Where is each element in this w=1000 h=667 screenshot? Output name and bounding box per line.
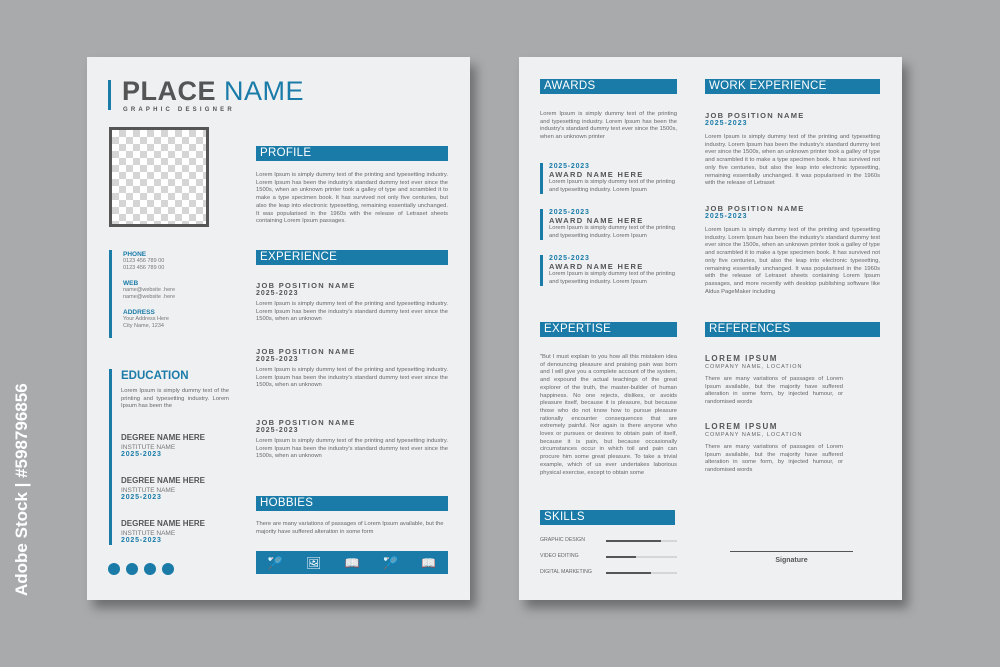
- signature-label: Signature: [775, 557, 808, 564]
- award-text: Lorem Ipsum is simply dummy text of the printing and typesetting industry. Lorem Ipsum: [549, 271, 675, 285]
- institute-name: INSTITUTE NAME: [121, 530, 176, 537]
- award-years: 2025-2023: [549, 163, 590, 170]
- hobbies-header: HOBBIES: [256, 496, 448, 511]
- institute-name: INSTITUTE NAME: [121, 444, 176, 451]
- work-experience-header: WORK EXPERIENCE: [705, 79, 880, 94]
- skill-name: DIGITAL MARKETING: [540, 569, 592, 575]
- award-text: Lorem Ipsum is simply dummy text of the printing and typesetting industry. Lorem Ipsum: [549, 179, 675, 193]
- reference-name: LOREM IPSUM: [705, 422, 778, 431]
- phone-2: 0123 456 789 00: [123, 264, 165, 271]
- decorative-dot: [108, 563, 120, 575]
- award-item: [540, 209, 680, 240]
- job-text: Lorem Ipsum is simply dummy text of the printing and typesetting industry. Lorem Ipsum has been the industry's standard dummy text ever since the 1500s, when an unknown: [256, 438, 448, 460]
- badminton-icon: 🏸: [383, 555, 398, 570]
- experience-header: EXPERIENCE: [256, 250, 448, 265]
- photo-placeholder: [109, 127, 209, 227]
- award-text: Lorem Ipsum is simply dummy text of the printing and typesetting industry. Lorem Ipsum: [549, 225, 675, 239]
- badminton-icon: 🏸: [267, 555, 283, 570]
- references-header: REFERENCES: [705, 322, 880, 337]
- skill-name: GRAPHIC DESIGN: [540, 537, 585, 543]
- awards-text: Lorem Ipsum is simply dummy text of the printing and typesetting industry. Lorem Ipsum has been the industry's standard dummy text ever since the 1500s, when an unknown printer: [540, 111, 677, 141]
- job-years: 2025-2023: [705, 120, 748, 127]
- decorative-dot: [162, 563, 174, 575]
- education-item: [121, 519, 205, 544]
- last-name: NAME: [224, 76, 305, 106]
- reference-company: COMPANY NAME, LOCATION: [705, 432, 803, 438]
- book-icon: 📖: [344, 555, 360, 570]
- reference-text: There are many variations of passages of Lorem Ipsum available, but the majority have suffered alteration in some form, by injected humour, or randomised words: [705, 376, 843, 406]
- book-icon: 📖: [421, 555, 437, 570]
- job-years: 2025-2023: [256, 427, 299, 434]
- job-text: Lorem Ipsum is simply dummy text of the printing and typesetting industry. Lorem Ipsum has been the industry's standard dummy text ever since the 1500s, when an unknown printer took a galley of type and scrambled it to make a type specimen book. It has survived not only five centuries, but also the leap into electronic typesetting, remaining essentially unchanged. It was popularised in the 1960s with the release of Letraset: [705, 134, 880, 187]
- skill-fill: [606, 556, 636, 558]
- skill-name: VIDEO EDITING: [540, 553, 579, 559]
- job-text: Lorem Ipsum is simply dummy text of the printing and typesetting industry. Lorem Ipsum has been the industry's standard dummy text ever since the 1500s, when an unknown: [256, 301, 448, 323]
- award-name: AWARD NAME HERE: [549, 262, 644, 271]
- phone-1: 0123 456 789 00: [123, 258, 165, 264]
- skill-track: [606, 572, 677, 574]
- degree-name: DEGREE NAME HERE: [121, 476, 206, 485]
- skill-row: [540, 553, 680, 561]
- skill-track: [606, 556, 677, 558]
- skill-track: [606, 540, 677, 542]
- hobbies-icon-bar: [256, 551, 448, 574]
- web-label: WEB: [123, 280, 139, 287]
- job-years: 2025-2023: [256, 290, 299, 297]
- job-position: JOB POSITION NAME: [256, 347, 356, 356]
- reference-name: LOREM IPSUM: [705, 354, 778, 363]
- job-text: Lorem Ipsum is simply dummy text of the printing and typesetting industry. Lorem Ipsum has been the industry's standard dummy text ever since the 1500s, when an unknown: [256, 367, 448, 389]
- job-years: 2025-2023: [705, 213, 748, 220]
- job-position: JOB POSITION NAME: [256, 281, 356, 290]
- job-position: JOB POSITION NAME: [705, 111, 805, 120]
- education-years: 2025-2023: [121, 494, 162, 501]
- education-item: [121, 433, 205, 458]
- address-2: City Name, 1234: [123, 322, 164, 329]
- address-label: ADDRESS: [123, 309, 155, 316]
- job-position: JOB POSITION NAME: [256, 418, 356, 427]
- award-name: AWARD NAME HERE: [549, 216, 644, 225]
- expertise-text: "But I must explain to you how all this mistaken idea of denouncing pleasure and praising pain was born and I will give you a complete account of the system, and expound the actual teachings of the great explorer of the truth, the master-builder of human happiness. No one rejects, dislikes, or avoids pleasure itself, because it is pleasure, but because those who do not know how to pursue pleasure rationally encounter consequences that are extremely painful. Nor again is there anyone who loves or pursues or desires to obtain pain of itself, because it is pain, but because occasionally circumstances occur in which toil and pain can procure him some great pleasure. To take a trivial example, which of us ever undertakes laborious physical exercise, except to obtain some: [540, 354, 677, 476]
- reference-item: [705, 422, 843, 475]
- job-role: GRAPHIC DESIGNER: [123, 107, 235, 113]
- hobbies-text: There are many variations of passages of Lorem Ipsum available, but the majority have suffered alteration in some form: [256, 521, 444, 535]
- web-2: name@website .here: [123, 293, 176, 300]
- first-name: PLACE: [122, 76, 217, 106]
- institute-name: INSTITUTE NAME: [121, 487, 176, 494]
- profile-text: Lorem Ipsum is simply dummy text of the printing and typesetting industry. Lorem Ipsum has been the industry's standard dummy text ever since the 1500s, when an unknown printer took a galley of type and scrambled it to make a type specimen book. It has survived not only five centuries, but also the leap into electronic typesetting, remaining essentially unchanged. It was popularised in the 1960s with the release of Letraset sheets containing Lorem Ipsum passages.: [256, 172, 448, 225]
- decorative-dot: [144, 563, 156, 575]
- reference-item: [705, 354, 843, 407]
- education-years: 2025-2023: [121, 537, 162, 544]
- experience-item: [256, 347, 448, 390]
- skill-row: [540, 537, 680, 545]
- skill-fill: [606, 540, 661, 542]
- experience-item: [256, 418, 448, 461]
- award-name: AWARD NAME HERE: [549, 170, 644, 179]
- resume-page-1: [87, 57, 470, 600]
- skill-fill: [606, 572, 651, 574]
- decorative-dot: [126, 563, 138, 575]
- reference-company: COMPANY NAME, LOCATION: [705, 364, 803, 370]
- job-position: JOB POSITION NAME: [705, 204, 805, 213]
- phone-label: PHONE: [123, 251, 147, 258]
- painting-icon: 🖼: [306, 555, 322, 570]
- web-1: name@website .here: [123, 287, 176, 293]
- education-item: [121, 476, 205, 501]
- resume-page-2: [519, 57, 902, 600]
- degree-name: DEGREE NAME HERE: [121, 519, 206, 528]
- education-text: Lorem Ipsum is simply dummy text of the printing and typesetting industry. Lorem Ipsum has been the: [121, 388, 229, 410]
- contact-section: [123, 251, 223, 329]
- award-item: [540, 255, 680, 286]
- expertise-header: EXPERTISE: [540, 322, 677, 337]
- education-title: EDUCATION: [121, 370, 189, 382]
- awards-header: AWARDS: [540, 79, 677, 94]
- job-years: 2025-2023: [256, 356, 299, 363]
- degree-name: DEGREE NAME HERE: [121, 433, 206, 442]
- title-accent-bar: [108, 80, 111, 110]
- education-bar: [109, 369, 112, 545]
- reference-text: There are many variations of passages of Lorem Ipsum available, but the majority have suffered alteration in some form, by injected humour, or randomised words: [705, 444, 843, 474]
- signature-line: [730, 551, 853, 552]
- page-title: [122, 76, 304, 107]
- skills-header: SKILLS: [540, 510, 675, 525]
- contact-bar: [109, 250, 112, 338]
- award-item: [540, 163, 680, 194]
- skill-row: [540, 569, 680, 577]
- education-years: 2025-2023: [121, 451, 162, 458]
- address-1: Your Address Here: [123, 316, 169, 322]
- award-years: 2025-2023: [549, 209, 590, 216]
- work-item: [705, 204, 880, 296]
- experience-item: [256, 281, 448, 324]
- profile-header: PROFILE: [256, 146, 448, 161]
- work-item: [705, 111, 880, 188]
- award-years: 2025-2023: [549, 255, 590, 262]
- watermark: Adobe Stock | #598796856: [12, 383, 31, 596]
- job-text: Lorem Ipsum is simply dummy text of the printing and typesetting industry. Lorem Ipsum has been the industry's standard dummy text ever since the 1500s, when an unknown printer took a galley of type and scrambled it to make a type specimen book. It has survived not only five centuries, but also the leap into electronic typesetting, remaining essentially unchanged. It was popularised in the 1960s with the release of Letraset sheets containing Lorem Ipsum passages, and more recently with desktop publishing software like Aldus PageMaker including: [705, 227, 880, 295]
